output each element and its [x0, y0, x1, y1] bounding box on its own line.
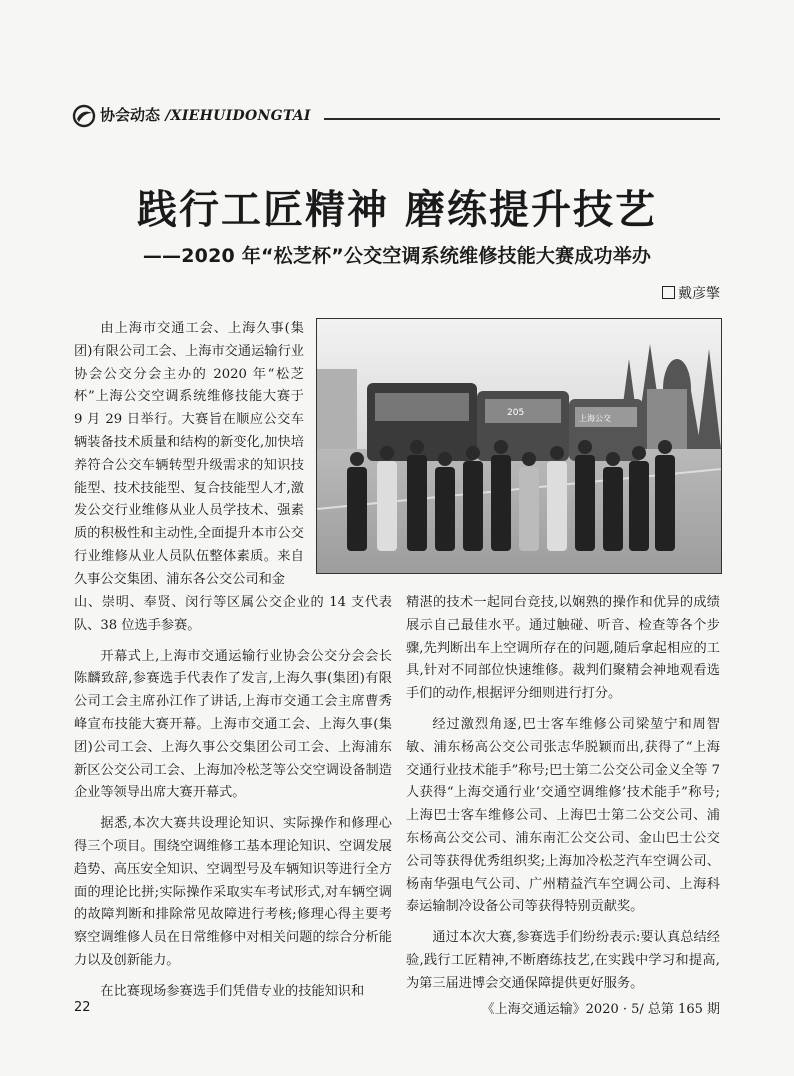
author-name: 戴彦擎 — [678, 286, 720, 302]
paragraph-awards: 经过激烈角逐,巴士客车维修公司梁堃宁和周智敏、浦东杨高公交公司张志华脱颖而出,获得了“上海交通行业技术能手”称号;巴士第二公交公司金义全等 7 人获得“上海交通行业‘交通空调维修’技术能手”称号;上海巴士客车维修公司、上海巴士第二公交公司、浦东杨高公交公司、浦东南汇公交公司、金山巴士公交公司等获得优秀组织奖;上海加冷松芝汽车空调公司、杨南华强电气公司、广州精益汽车空调公司、上海科泰运输制冷设备公司等获得特别贡献奖。 — [406, 716, 720, 915]
paragraph-competition-items: 据悉,本次大赛共设理论知识、实际操作和修理心得三个项目。围绕空调维修工基本理论知识、空调发展趋势、高压安全知识、空调型号及车辆知识等进行全方面的理论比拼;实际操作采取实车考试形式,对车辆空调的故障判断和排除常见故障进行考核;修理心得主要考察空调维修人员在日常维修中对相关问题的综合分析能力以及创新能力。 — [74, 816, 392, 968]
article-author — [560, 284, 720, 304]
lead-paragraph-continuation: 山、崇明、奉贤、闵行等区属公交企业的 14 支代表队、38 位选手参赛。 — [74, 595, 392, 633]
column-2 — [406, 592, 720, 996]
bus-sign-1: 205 — [507, 408, 525, 418]
header-rule — [324, 118, 720, 120]
paragraph-competition-scene: 在比赛现场参赛选手们凭借专业的技能知识和 — [100, 983, 365, 999]
event-photo — [316, 318, 722, 574]
section-logo-icon — [72, 104, 96, 128]
article-title: 践行工匠精神 磨练提升技艺 — [137, 186, 657, 233]
lead-paragraph-text: 由上海市交通工会、上海久事(集团)有限公司工会、上海市交通运输行业协会公交分会主办的 2020 年“松芝杯”上海公交空调系统维修技能大赛于 9 月 29 日举行。大赛旨在顺应公交车辆装备技术质量和结构的新变化,加快培养符合公交车辆转型升级需求的知识技能型、技术技能型、复合技能型人才,激发公交行业维修从业人员学技术、强素质的积极性和主动性,全面提升本市公交行业维修从业人员队伍整体素质。来自久事公交集团、浦东各公交公司和金 — [74, 321, 304, 587]
bus-sign-2: 上海公交 — [579, 414, 611, 423]
paragraph-scene-continuation: 精湛的技术一起同台竞技,以娴熟的操作和优异的成绩展示自己最佳水平。通过触碰、听音、检查等各个步骤,先判断出车上空调所存在的问题,随后拿起相应的工具,针对不同部位快速维修。裁判们聚精会神地观看选手们的动作,根据评分细则进行打分。 — [406, 595, 720, 702]
author-box-icon — [662, 286, 675, 299]
paragraph-opening-ceremony: 开幕式上,上海市交通运输行业协会公交分会会长陈麟致辞,参赛选手代表作了发言,上海久事(集团)有限公司工会主席孙江作了讲话,上海市交通工会主席曹秀峰宣布技能大赛开幕。上海市交通工会、上海久事(集团)公司工会、上海久事公交集团公司工会、上海浦东新区公交公司工会、上海加冷松芝等公交空调设备制造企业等领导出席大赛开幕式。 — [74, 648, 392, 801]
page-number: 22 — [74, 1000, 91, 1015]
section-title-en: /XIEHUIDONGTAI — [165, 108, 311, 124]
lead-paragraph — [74, 318, 304, 592]
section-header — [100, 104, 311, 127]
journal-footer: 《上海交通运输》2020 · 5/ 总第 165 期 — [481, 1002, 720, 1017]
column-1 — [74, 592, 392, 1004]
event-photo-illustration — [317, 319, 721, 573]
paragraph-conclusion: 通过本次大赛,参赛选手们纷纷表示:要认真总结经验,践行工匠精神,不断磨练技艺,在实践中学习和提高,为第三届进博会交通保障提供更好服务。 — [406, 930, 720, 991]
article-subtitle: ——2020 年“松芝杯”公交空调系统维修技能大赛成功举办 — [142, 245, 652, 267]
section-title-cn: 协会动态 — [100, 106, 161, 124]
